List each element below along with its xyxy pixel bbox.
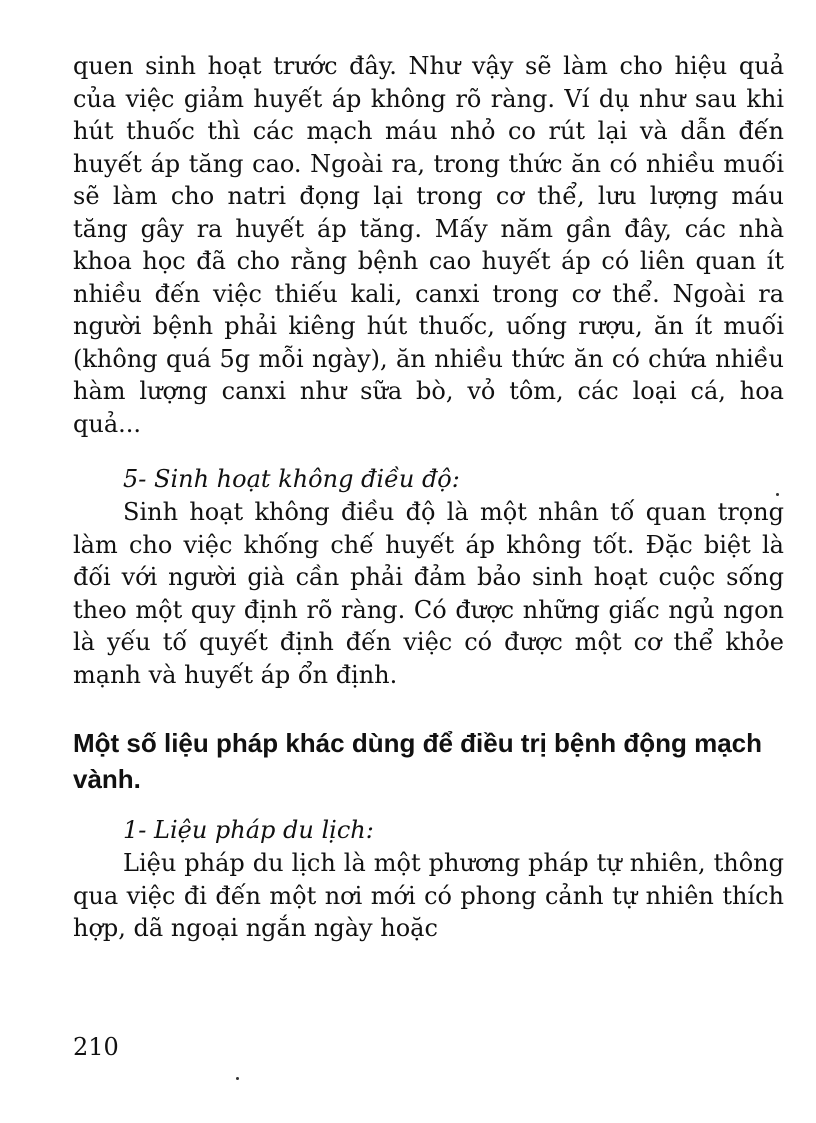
paragraph-blood-pressure-habits: quen sinh hoạt trước đây. Như vậy sẽ làm cho hiệu quả của việc giảm huyết áp không rõ ràng. Ví dụ như sau khi hút thuốc thì các mạch máu nhỏ co rút lại và dẫn đến huyết áp tăng cao. Ngoài ra, trong thức ăn có nhiều muối sẽ làm cho natri đọng lại trong cơ thể, lưu lượng máu tăng gây ra huyết áp tăng. Mấy năm gần đây, các nhà khoa học đã cho rằng bệnh cao huyết áp có liên quan ít nhiều đến việc thiếu kali, canxi trong cơ thể. Ngoài ra người bệnh phải kiêng hút thuốc, uống rượu, ăn ít muối (không quá 5g mỗi ngày), ăn nhiều thức ăn có chứa nhiều hàm lượng canxi như sữa bò, vỏ tôm, các loại cá, hoa quả... — [73, 52, 784, 438]
section-heading-other-therapies: Một số liệu pháp khác dùng để điều trị bệnh động mạch vành. — [73, 728, 763, 794]
subheading-irregular-lifestyle: 5- Sinh hoạt không điều độ: — [123, 465, 460, 493]
scan-speck — [236, 1077, 239, 1080]
subheading-travel-therapy: 1- Liệu pháp du lịch: — [123, 816, 374, 844]
paragraph-irregular-lifestyle: Sinh hoạt không điều độ là một nhân tố quan trọng làm cho việc khống chế huyết áp không tốt. Đặc biệt là đối với người già cần phải đảm bảo sinh hoạt cuộc sống theo một quy định rõ ràng. Có được những giấc ngủ ngon là yếu tố quyết định đến việc có được một cơ thể khỏe mạnh và huyết áp ổn định. — [73, 498, 784, 689]
scan-speck — [776, 493, 779, 496]
page-number: 210 — [73, 1033, 119, 1061]
paragraph-travel-therapy: Liệu pháp du lịch là một phương pháp tự nhiên, thông qua việc đi đến một nơi mới có phong cảnh tự nhiên thích hợp, dã ngoại ngắn ngày hoặc — [73, 849, 784, 942]
page-body — [73, 50, 784, 945]
